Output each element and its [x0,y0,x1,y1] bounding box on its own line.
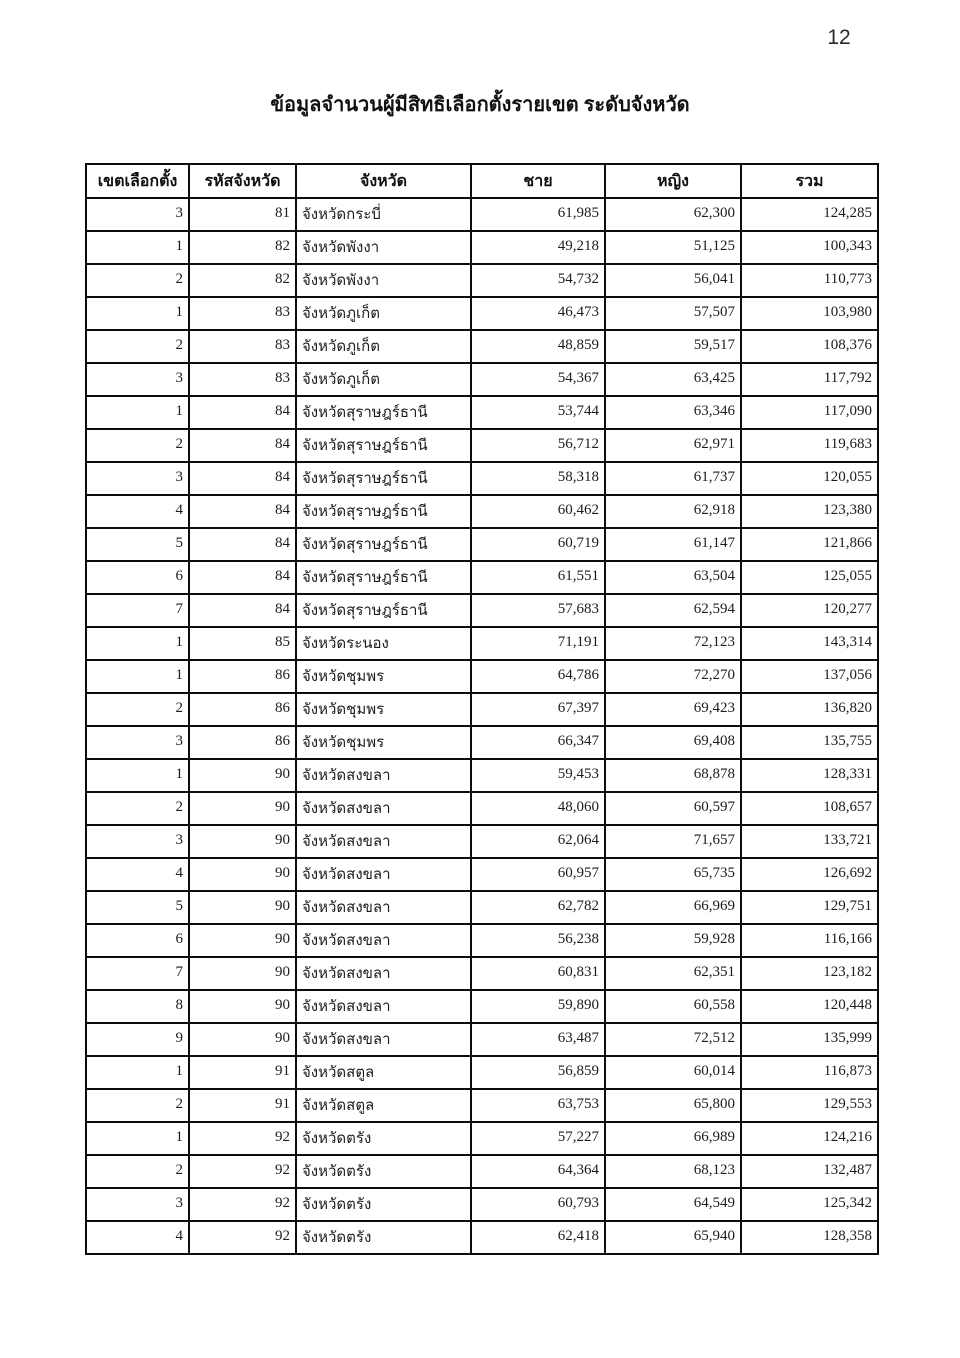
female-cell: 63,425 [605,363,741,396]
female-cell: 56,041 [605,264,741,297]
province-code-cell: 92 [189,1155,296,1188]
male-cell: 71,191 [471,627,605,660]
total-cell: 108,657 [741,792,878,825]
table-row [86,231,878,264]
province-code-cell: 86 [189,693,296,726]
province-cell: จังหวัดสตูล [296,1056,471,1089]
province-cell: จังหวัดพังงา [296,264,471,297]
district-cell: 1 [86,627,189,660]
male-cell: 63,487 [471,1023,605,1056]
district-cell: 1 [86,396,189,429]
province-code-cell: 86 [189,726,296,759]
table-row [86,1221,878,1254]
table-row [86,561,878,594]
district-cell: 3 [86,198,189,231]
total-cell: 100,343 [741,231,878,264]
total-cell: 119,683 [741,429,878,462]
province-cell: จังหวัดสงขลา [296,825,471,858]
district-cell: 1 [86,759,189,792]
female-cell: 72,123 [605,627,741,660]
table-row [86,1122,878,1155]
province-code-cell: 84 [189,429,296,462]
district-cell: 1 [86,231,189,264]
total-cell: 132,487 [741,1155,878,1188]
district-cell: 1 [86,1056,189,1089]
table-row [86,429,878,462]
province-code-cell: 84 [189,528,296,561]
total-cell: 108,376 [741,330,878,363]
female-cell: 59,928 [605,924,741,957]
district-cell: 3 [86,726,189,759]
male-cell: 56,238 [471,924,605,957]
province-code-cell: 82 [189,231,296,264]
total-cell: 120,277 [741,594,878,627]
total-cell: 123,182 [741,957,878,990]
table-row [86,297,878,330]
district-cell: 2 [86,792,189,825]
district-cell: 4 [86,495,189,528]
district-cell: 5 [86,528,189,561]
district-cell: 7 [86,957,189,990]
province-code-cell: 83 [189,330,296,363]
province-cell: จังหวัดสงขลา [296,891,471,924]
total-cell: 135,999 [741,1023,878,1056]
male-cell: 54,367 [471,363,605,396]
district-cell: 1 [86,1122,189,1155]
province-cell: จังหวัดสงขลา [296,924,471,957]
district-cell: 3 [86,1188,189,1221]
province-cell: จังหวัดสุราษฎร์ธานี [296,462,471,495]
table-row [86,759,878,792]
province-cell: จังหวัดตรัง [296,1188,471,1221]
province-code-cell: 81 [189,198,296,231]
province-code-cell: 90 [189,759,296,792]
male-cell: 59,453 [471,759,605,792]
total-cell: 116,873 [741,1056,878,1089]
total-cell: 136,820 [741,693,878,726]
female-cell: 65,735 [605,858,741,891]
male-cell: 57,683 [471,594,605,627]
male-cell: 60,957 [471,858,605,891]
province-code-cell: 86 [189,660,296,693]
table-row [86,363,878,396]
female-cell: 62,351 [605,957,741,990]
female-cell: 64,549 [605,1188,741,1221]
district-cell: 8 [86,990,189,1023]
table-row [86,1155,878,1188]
column-header-total: รวม [741,164,878,198]
province-cell: จังหวัดสุราษฎร์ธานี [296,495,471,528]
male-cell: 58,318 [471,462,605,495]
province-code-cell: 90 [189,858,296,891]
total-cell: 116,166 [741,924,878,957]
female-cell: 68,878 [605,759,741,792]
table-row [86,495,878,528]
female-cell: 61,737 [605,462,741,495]
female-cell: 63,504 [605,561,741,594]
province-code-cell: 84 [189,594,296,627]
province-cell: จังหวัดสตูล [296,1089,471,1122]
female-cell: 72,512 [605,1023,741,1056]
district-cell: 6 [86,924,189,957]
district-cell: 4 [86,858,189,891]
table-row [86,792,878,825]
province-cell: จังหวัดตรัง [296,1221,471,1254]
male-cell: 48,859 [471,330,605,363]
total-cell: 137,056 [741,660,878,693]
table-row [86,1089,878,1122]
total-cell: 125,055 [741,561,878,594]
female-cell: 62,300 [605,198,741,231]
male-cell: 61,985 [471,198,605,231]
male-cell: 63,753 [471,1089,605,1122]
province-code-cell: 82 [189,264,296,297]
female-cell: 60,558 [605,990,741,1023]
province-code-cell: 90 [189,792,296,825]
male-cell: 60,793 [471,1188,605,1221]
table-row [86,396,878,429]
female-cell: 72,270 [605,660,741,693]
table-row [86,891,878,924]
province-code-cell: 91 [189,1089,296,1122]
province-cell: จังหวัดภูเก็ต [296,330,471,363]
male-cell: 67,397 [471,693,605,726]
table-row [86,990,878,1023]
table-header-row [86,164,878,198]
district-cell: 1 [86,297,189,330]
district-cell: 2 [86,330,189,363]
female-cell: 63,346 [605,396,741,429]
total-cell: 129,553 [741,1089,878,1122]
province-cell: จังหวัดสุราษฎร์ธานี [296,594,471,627]
province-cell: จังหวัดภูเก็ต [296,363,471,396]
column-header-district: เขตเลือกตั้ง [86,164,189,198]
total-cell: 125,342 [741,1188,878,1221]
table-row [86,1188,878,1221]
male-cell: 62,064 [471,825,605,858]
female-cell: 61,147 [605,528,741,561]
female-cell: 62,594 [605,594,741,627]
total-cell: 124,216 [741,1122,878,1155]
male-cell: 62,418 [471,1221,605,1254]
total-cell: 129,751 [741,891,878,924]
province-cell: จังหวัดพังงา [296,231,471,264]
female-cell: 57,507 [605,297,741,330]
province-code-cell: 92 [189,1188,296,1221]
table-row [86,726,878,759]
female-cell: 62,971 [605,429,741,462]
province-cell: จังหวัดชุมพร [296,726,471,759]
district-cell: 5 [86,891,189,924]
province-code-cell: 92 [189,1221,296,1254]
province-code-cell: 84 [189,561,296,594]
province-cell: จังหวัดสงขลา [296,1023,471,1056]
province-code-cell: 84 [189,495,296,528]
female-cell: 68,123 [605,1155,741,1188]
column-header-province-code: รหัสจังหวัด [189,164,296,198]
total-cell: 133,721 [741,825,878,858]
table-row [86,462,878,495]
district-cell: 2 [86,693,189,726]
province-code-cell: 84 [189,396,296,429]
province-cell: จังหวัดชุมพร [296,660,471,693]
female-cell: 66,969 [605,891,741,924]
district-cell: 9 [86,1023,189,1056]
table-row [86,1023,878,1056]
female-cell: 62,918 [605,495,741,528]
total-cell: 120,055 [741,462,878,495]
table-row [86,825,878,858]
province-code-cell: 84 [189,462,296,495]
province-code-cell: 85 [189,627,296,660]
province-cell: จังหวัดสงขลา [296,792,471,825]
province-cell: จังหวัดสุราษฎร์ธานี [296,396,471,429]
table-row [86,924,878,957]
male-cell: 64,786 [471,660,605,693]
female-cell: 69,423 [605,693,741,726]
province-code-cell: 83 [189,297,296,330]
female-cell: 51,125 [605,231,741,264]
district-cell: 2 [86,1155,189,1188]
province-code-cell: 92 [189,1122,296,1155]
province-cell: จังหวัดสุราษฎร์ธานี [296,429,471,462]
male-cell: 49,218 [471,231,605,264]
male-cell: 60,719 [471,528,605,561]
table-row [86,693,878,726]
province-cell: จังหวัดตรัง [296,1122,471,1155]
district-cell: 4 [86,1221,189,1254]
province-code-cell: 90 [189,825,296,858]
total-cell: 135,755 [741,726,878,759]
province-cell: จังหวัดสงขลา [296,990,471,1023]
male-cell: 64,364 [471,1155,605,1188]
district-cell: 1 [86,660,189,693]
district-cell: 3 [86,825,189,858]
female-cell: 71,657 [605,825,741,858]
province-cell: จังหวัดสงขลา [296,957,471,990]
total-cell: 124,285 [741,198,878,231]
table-row [86,528,878,561]
table-row [86,330,878,363]
province-cell: จังหวัดสุราษฎร์ธานี [296,561,471,594]
province-cell: จังหวัดสงขลา [296,759,471,792]
province-cell: จังหวัดชุมพร [296,693,471,726]
female-cell: 66,989 [605,1122,741,1155]
table-row [86,660,878,693]
total-cell: 143,314 [741,627,878,660]
male-cell: 60,831 [471,957,605,990]
province-code-cell: 83 [189,363,296,396]
total-cell: 123,380 [741,495,878,528]
total-cell: 117,090 [741,396,878,429]
male-cell: 48,060 [471,792,605,825]
total-cell: 126,692 [741,858,878,891]
table-row [86,627,878,660]
district-cell: 2 [86,429,189,462]
table-body [86,198,878,1254]
male-cell: 61,551 [471,561,605,594]
province-code-cell: 90 [189,1023,296,1056]
column-header-male: ชาย [471,164,605,198]
province-code-cell: 90 [189,957,296,990]
column-header-female: หญิง [605,164,741,198]
total-cell: 128,331 [741,759,878,792]
female-cell: 69,408 [605,726,741,759]
table-row [86,957,878,990]
province-code-cell: 91 [189,1056,296,1089]
total-cell: 110,773 [741,264,878,297]
district-cell: 3 [86,462,189,495]
male-cell: 66,347 [471,726,605,759]
male-cell: 46,473 [471,297,605,330]
total-cell: 103,980 [741,297,878,330]
total-cell: 128,358 [741,1221,878,1254]
female-cell: 65,800 [605,1089,741,1122]
province-cell: จังหวัดสงขลา [296,858,471,891]
table-row [86,264,878,297]
province-cell: จังหวัดสุราษฎร์ธานี [296,528,471,561]
province-cell: จังหวัดตรัง [296,1155,471,1188]
male-cell: 54,732 [471,264,605,297]
male-cell: 62,782 [471,891,605,924]
table-row [86,594,878,627]
district-cell: 3 [86,363,189,396]
male-cell: 53,744 [471,396,605,429]
page-title: ข้อมูลจำนวนผู้มีสิทธิเลือกตั้งรายเขต ระดับจังหวัด [270,94,690,116]
male-cell: 60,462 [471,495,605,528]
female-cell: 59,517 [605,330,741,363]
province-code-cell: 90 [189,924,296,957]
district-cell: 2 [86,264,189,297]
female-cell: 60,597 [605,792,741,825]
province-cell: จังหวัดภูเก็ต [296,297,471,330]
table-row [86,858,878,891]
total-cell: 121,866 [741,528,878,561]
total-cell: 117,792 [741,363,878,396]
male-cell: 59,890 [471,990,605,1023]
male-cell: 56,712 [471,429,605,462]
table-row [86,1056,878,1089]
province-code-cell: 90 [189,891,296,924]
column-header-province: จังหวัด [296,164,471,198]
male-cell: 56,859 [471,1056,605,1089]
page-number: 12 [827,26,851,49]
female-cell: 65,940 [605,1221,741,1254]
voter-table [85,163,879,1255]
district-cell: 7 [86,594,189,627]
province-cell: จังหวัดระนอง [296,627,471,660]
district-cell: 2 [86,1089,189,1122]
table-row [86,198,878,231]
total-cell: 120,448 [741,990,878,1023]
province-code-cell: 90 [189,990,296,1023]
male-cell: 57,227 [471,1122,605,1155]
province-cell: จังหวัดกระบี่ [296,198,471,231]
district-cell: 6 [86,561,189,594]
female-cell: 60,014 [605,1056,741,1089]
